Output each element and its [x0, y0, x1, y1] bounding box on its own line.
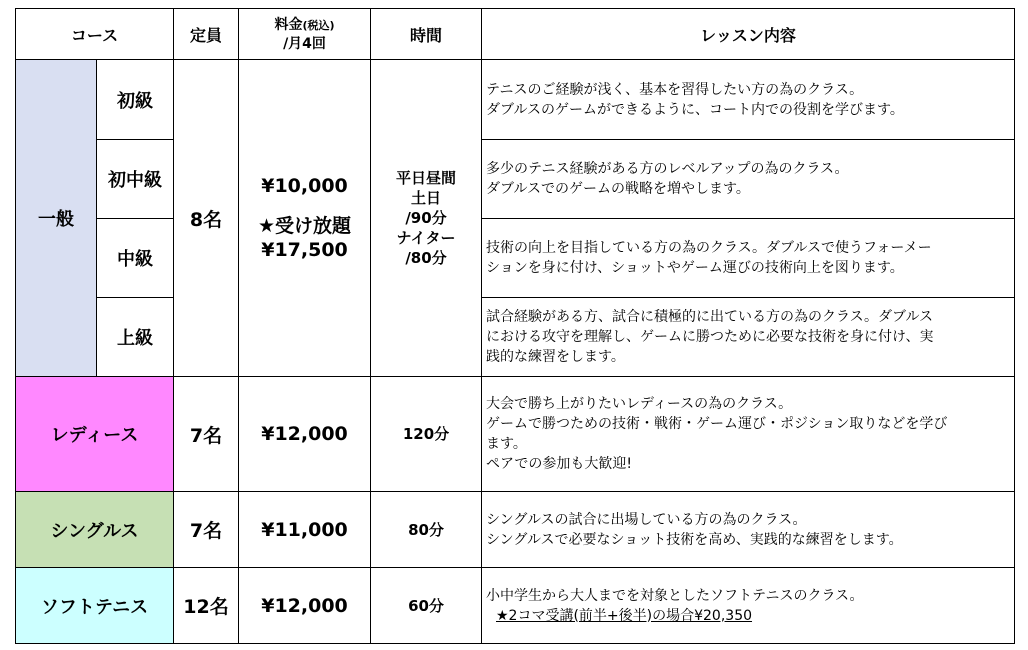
- two-slot-note: ★2コマ受講(前半+後半)の場合¥20,350: [496, 607, 753, 624]
- header-fee: [239, 9, 371, 60]
- desc-line: ゲームで勝つための技術・戦術・ゲーム運び・ポジション取りなどを学び: [486, 416, 948, 432]
- level-name: 中級: [97, 219, 174, 298]
- fee-unlimited-value: ¥17,500: [261, 239, 348, 261]
- table-row: [16, 377, 1015, 492]
- capacity-singles: 7名: [174, 492, 239, 568]
- lesson-description: [482, 568, 1015, 644]
- time-ladies: 120分: [371, 377, 482, 492]
- time-general: [371, 60, 482, 377]
- lesson-description: [482, 492, 1015, 568]
- capacity-ladies: 7名: [174, 377, 239, 492]
- time-line: ナイター: [396, 229, 456, 247]
- header-fee-tax: (税込): [302, 18, 335, 32]
- fee-general-value: ¥10,000: [261, 175, 348, 197]
- desc-line: シングルスで必要なショット技術を高め、実践的な練習をします。: [486, 531, 903, 548]
- category-singles: シングルス: [16, 492, 174, 568]
- fee-singles: ¥11,000: [239, 492, 371, 568]
- time-line: 平日昼間: [395, 169, 456, 187]
- desc-line: ペアでの参加も大歓迎!: [486, 456, 633, 472]
- category-soft-tennis: ソフトテニス: [16, 568, 174, 644]
- table-row: [16, 140, 1015, 219]
- desc-line: 多少のテニス経験がある方のレベルアップの為のクラス。: [486, 161, 849, 177]
- time-line: 土日: [410, 189, 441, 207]
- desc-line: における攻守を理解し、ゲームに勝つために必要な技術を身に付け、実: [486, 329, 934, 345]
- desc-line: 小中学生から大人までを対象としたソフトテニスのクラス。: [486, 587, 864, 604]
- fee-general: [239, 60, 371, 377]
- fee-ladies: ¥12,000: [239, 377, 371, 492]
- header-time: 時間: [371, 9, 482, 60]
- time-line: /80分: [405, 249, 447, 267]
- desc-line: ます。: [486, 436, 527, 452]
- desc-line: 践的な練習をします。: [486, 349, 625, 365]
- desc-line: 大会で勝ち上がりたいレディースの為のクラス。: [486, 396, 793, 412]
- category-general: 一般: [16, 60, 97, 377]
- fee-soft-tennis: ¥12,000: [239, 568, 371, 644]
- lesson-description: [482, 298, 1015, 377]
- time-soft-tennis: 60分: [371, 568, 482, 644]
- table-row: [16, 219, 1015, 298]
- capacity-general: 8名: [174, 60, 239, 377]
- desc-line: 技術の向上を目指している方の為のクラス。ダブルスで使うフォーメー: [486, 240, 932, 256]
- time-singles: 80分: [371, 492, 482, 568]
- header-fee-per-month: /月4回: [283, 35, 326, 52]
- desc-line: ダブルスのゲームができるように、コート内での役割を学びます。: [486, 101, 904, 118]
- table-row: [16, 298, 1015, 377]
- lesson-table: [15, 8, 1015, 644]
- desc-line: 試合経験がある方、試合に積極的に出ている方の為のクラス。ダブルス: [486, 309, 934, 325]
- header-content: レッスン内容: [482, 9, 1015, 60]
- capacity-soft-tennis: 12名: [174, 568, 239, 644]
- header-capacity: 定員: [174, 9, 239, 60]
- table-row: [16, 568, 1015, 644]
- level-name: 初中級: [97, 140, 174, 219]
- header-row: [16, 9, 1015, 60]
- level-name: 初級: [97, 60, 174, 140]
- desc-line: ションを身に付け、ショットやゲーム運びの技術向上を図ります。: [486, 260, 904, 276]
- lesson-description: [482, 60, 1015, 140]
- header-fee-label: 料金: [274, 16, 303, 33]
- desc-line: シングルスの試合に出場している方の為のクラス。: [486, 511, 807, 528]
- lesson-description: [482, 377, 1015, 492]
- desc-line: テニスのご経験が浅く、基本を習得したい方の為のクラス。: [486, 81, 864, 98]
- lesson-description: [482, 219, 1015, 298]
- table-row: [16, 60, 1015, 140]
- time-line: /90分: [405, 209, 447, 227]
- level-name: 上級: [97, 298, 174, 377]
- category-ladies: レディース: [16, 377, 174, 492]
- table-row: [16, 492, 1015, 568]
- fee-unlimited-label: ★受け放題: [257, 215, 352, 237]
- desc-line: ダブルスでのゲームの戦略を増やします。: [486, 181, 750, 197]
- header-course: コース: [16, 9, 174, 60]
- lesson-description: [482, 140, 1015, 219]
